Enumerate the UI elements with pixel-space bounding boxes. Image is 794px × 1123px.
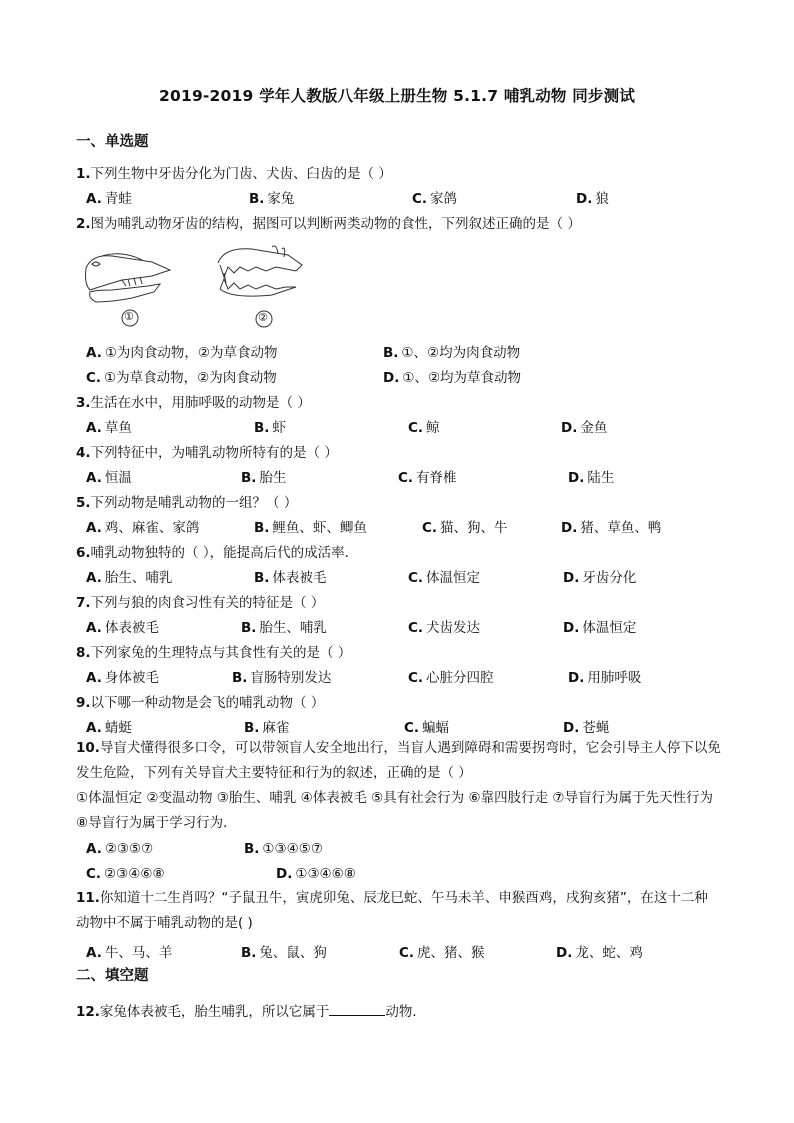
option-a[interactable]: A. ②③⑤⑦ [86,841,154,857]
option-b[interactable]: B. 盲肠特别发达 [232,670,332,686]
figure-label-2: ② [258,311,268,324]
option-b[interactable]: B. 胎生、哺乳 [241,620,327,636]
question-12: 12.家兔体表被毛，胎生哺乳，所以它属于 动物． [76,1004,426,1020]
teeth-figure-2 [212,243,308,335]
option-b[interactable]: B. 兔、鼠、狗 [241,945,327,961]
option-c[interactable]: C. 蝙蝠 [404,720,450,736]
option-a[interactable]: A. 蜻蜓 [86,720,132,736]
option-c[interactable]: C. 犬齿发达 [408,620,481,636]
option-d[interactable]: D. 用肺呼吸 [568,670,642,686]
option-c[interactable]: C. 有脊椎 [398,470,457,486]
option-d[interactable]: D. 金鱼 [561,420,608,436]
option-b[interactable]: B. 鲤鱼、虾、鲫鱼 [254,520,367,536]
question-4: 4.下列特征中，为哺乳动物所特有的是（ ） [76,445,338,461]
option-c[interactable]: C. 心脏分四腔 [408,670,494,686]
question-10: 10.导盲犬懂得很多口令，可以带领盲人安全地出行，当盲人遇到障碍和需要拐弯时，它会引导主人停下以免发生危险，下列有关导盲犬主要特征和行为的叙述，正确的是（ ） [76,740,721,781]
question-9: 9.以下哪一种动物是会飞的哺乳动物（ ） [76,695,325,711]
question-8: 8.下列家兔的生理特点与其食性有关的是（ ） [76,645,352,661]
option-a[interactable]: A. 恒温 [86,470,132,486]
option-c[interactable]: C. ②③④⑥⑧ [86,866,165,882]
option-b[interactable]: B. 体表被毛 [254,570,327,586]
option-b[interactable]: B. ①③④⑤⑦ [244,841,323,857]
option-a[interactable]: A. ①为肉食动物，②为草食动物 [86,345,278,361]
option-a[interactable]: A. 体表被毛 [86,620,159,636]
option-c[interactable]: C. 猫、狗、牛 [422,520,508,536]
option-a[interactable]: A. 青蛙 [86,191,132,207]
option-c[interactable]: C. 家鸽 [412,191,458,207]
option-d[interactable]: D. 陆生 [568,470,615,486]
option-d[interactable]: D. 龙、蛇、鸡 [556,945,643,961]
page-title: 2019-2019 学年人教版八年级上册生物 5.1.7 哺乳动物 同步测试 [158,87,636,105]
option-b[interactable]: B. ①、②均为肉食动物 [383,345,521,361]
question-2: 2.图为哺乳动物牙齿的结构，据图可以判断两类动物的食性，下列叙述正确的是（ ） [76,216,581,232]
option-b[interactable]: B. 家兔 [249,191,295,207]
question-5: 5.下列动物是哺乳动物的一组？（ ） [76,495,298,511]
option-c[interactable]: C. 虎、猪、猴 [399,945,485,961]
option-a[interactable]: A. 身体被毛 [86,670,159,686]
option-a[interactable]: A. 牛、马、羊 [86,945,173,961]
option-d[interactable]: D. 苍蝇 [563,720,610,736]
question-10-statements: ①体温恒定 ②变温动物 ③胎生、哺乳 ④体表被毛 ⑤具有社会行为 ⑥靠四肢行走 ⑦导盲行为属于先天性行为 ⑧导盲行为属于学习行为． [76,790,713,831]
question-11: 11.你知道十二生肖吗？“子鼠丑牛，寅虎卯兔、辰龙巳蛇、午马未羊、申猴酉鸡，戌狗亥猪”，在这十二种动物中不属于哺乳动物的是( ) [76,890,708,931]
question-7: 7.下列与狼的肉食习性有关的特征是（ ） [76,595,325,611]
option-c[interactable]: C. ①为草食动物，②为肉食动物 [86,370,277,386]
option-c[interactable]: C. 体温恒定 [408,570,481,586]
option-b[interactable]: B. 麻雀 [244,720,290,736]
option-c[interactable]: C. 鲸 [408,420,440,436]
question-3: 3.生活在水中，用肺呼吸的动物是（ ） [76,395,311,411]
option-d[interactable]: D. 猪、草鱼、鸭 [561,520,662,536]
section-heading-fill-blank: 二、填空题 [76,968,149,984]
option-a[interactable]: A. 草鱼 [86,420,132,436]
option-a[interactable]: A. 胎生、哺乳 [86,570,173,586]
question-6: 6.哺乳动物独特的（ ），能提高后代的成活率． [76,545,359,561]
figure-label-1: ① [124,310,134,323]
option-d[interactable]: D. ①、②均为草食动物 [383,370,522,386]
option-d[interactable]: D. ①③④⑥⑧ [276,866,356,882]
answer-blank[interactable] [329,1003,385,1016]
teeth-figure-1 [82,246,174,334]
question-1: 1.下列生物中牙齿分化为门齿、犬齿、臼齿的是（ ） [76,166,392,182]
option-d[interactable]: D. 狼 [576,191,609,207]
option-b[interactable]: B. 虾 [254,420,286,436]
option-b[interactable]: B. 胎生 [241,470,287,486]
option-a[interactable]: A. 鸡、麻雀、家鸽 [86,520,200,536]
option-d[interactable]: D. 牙齿分化 [563,570,637,586]
option-d[interactable]: D. 体温恒定 [563,620,637,636]
section-heading-single-choice: 一、单选题 [76,134,149,150]
